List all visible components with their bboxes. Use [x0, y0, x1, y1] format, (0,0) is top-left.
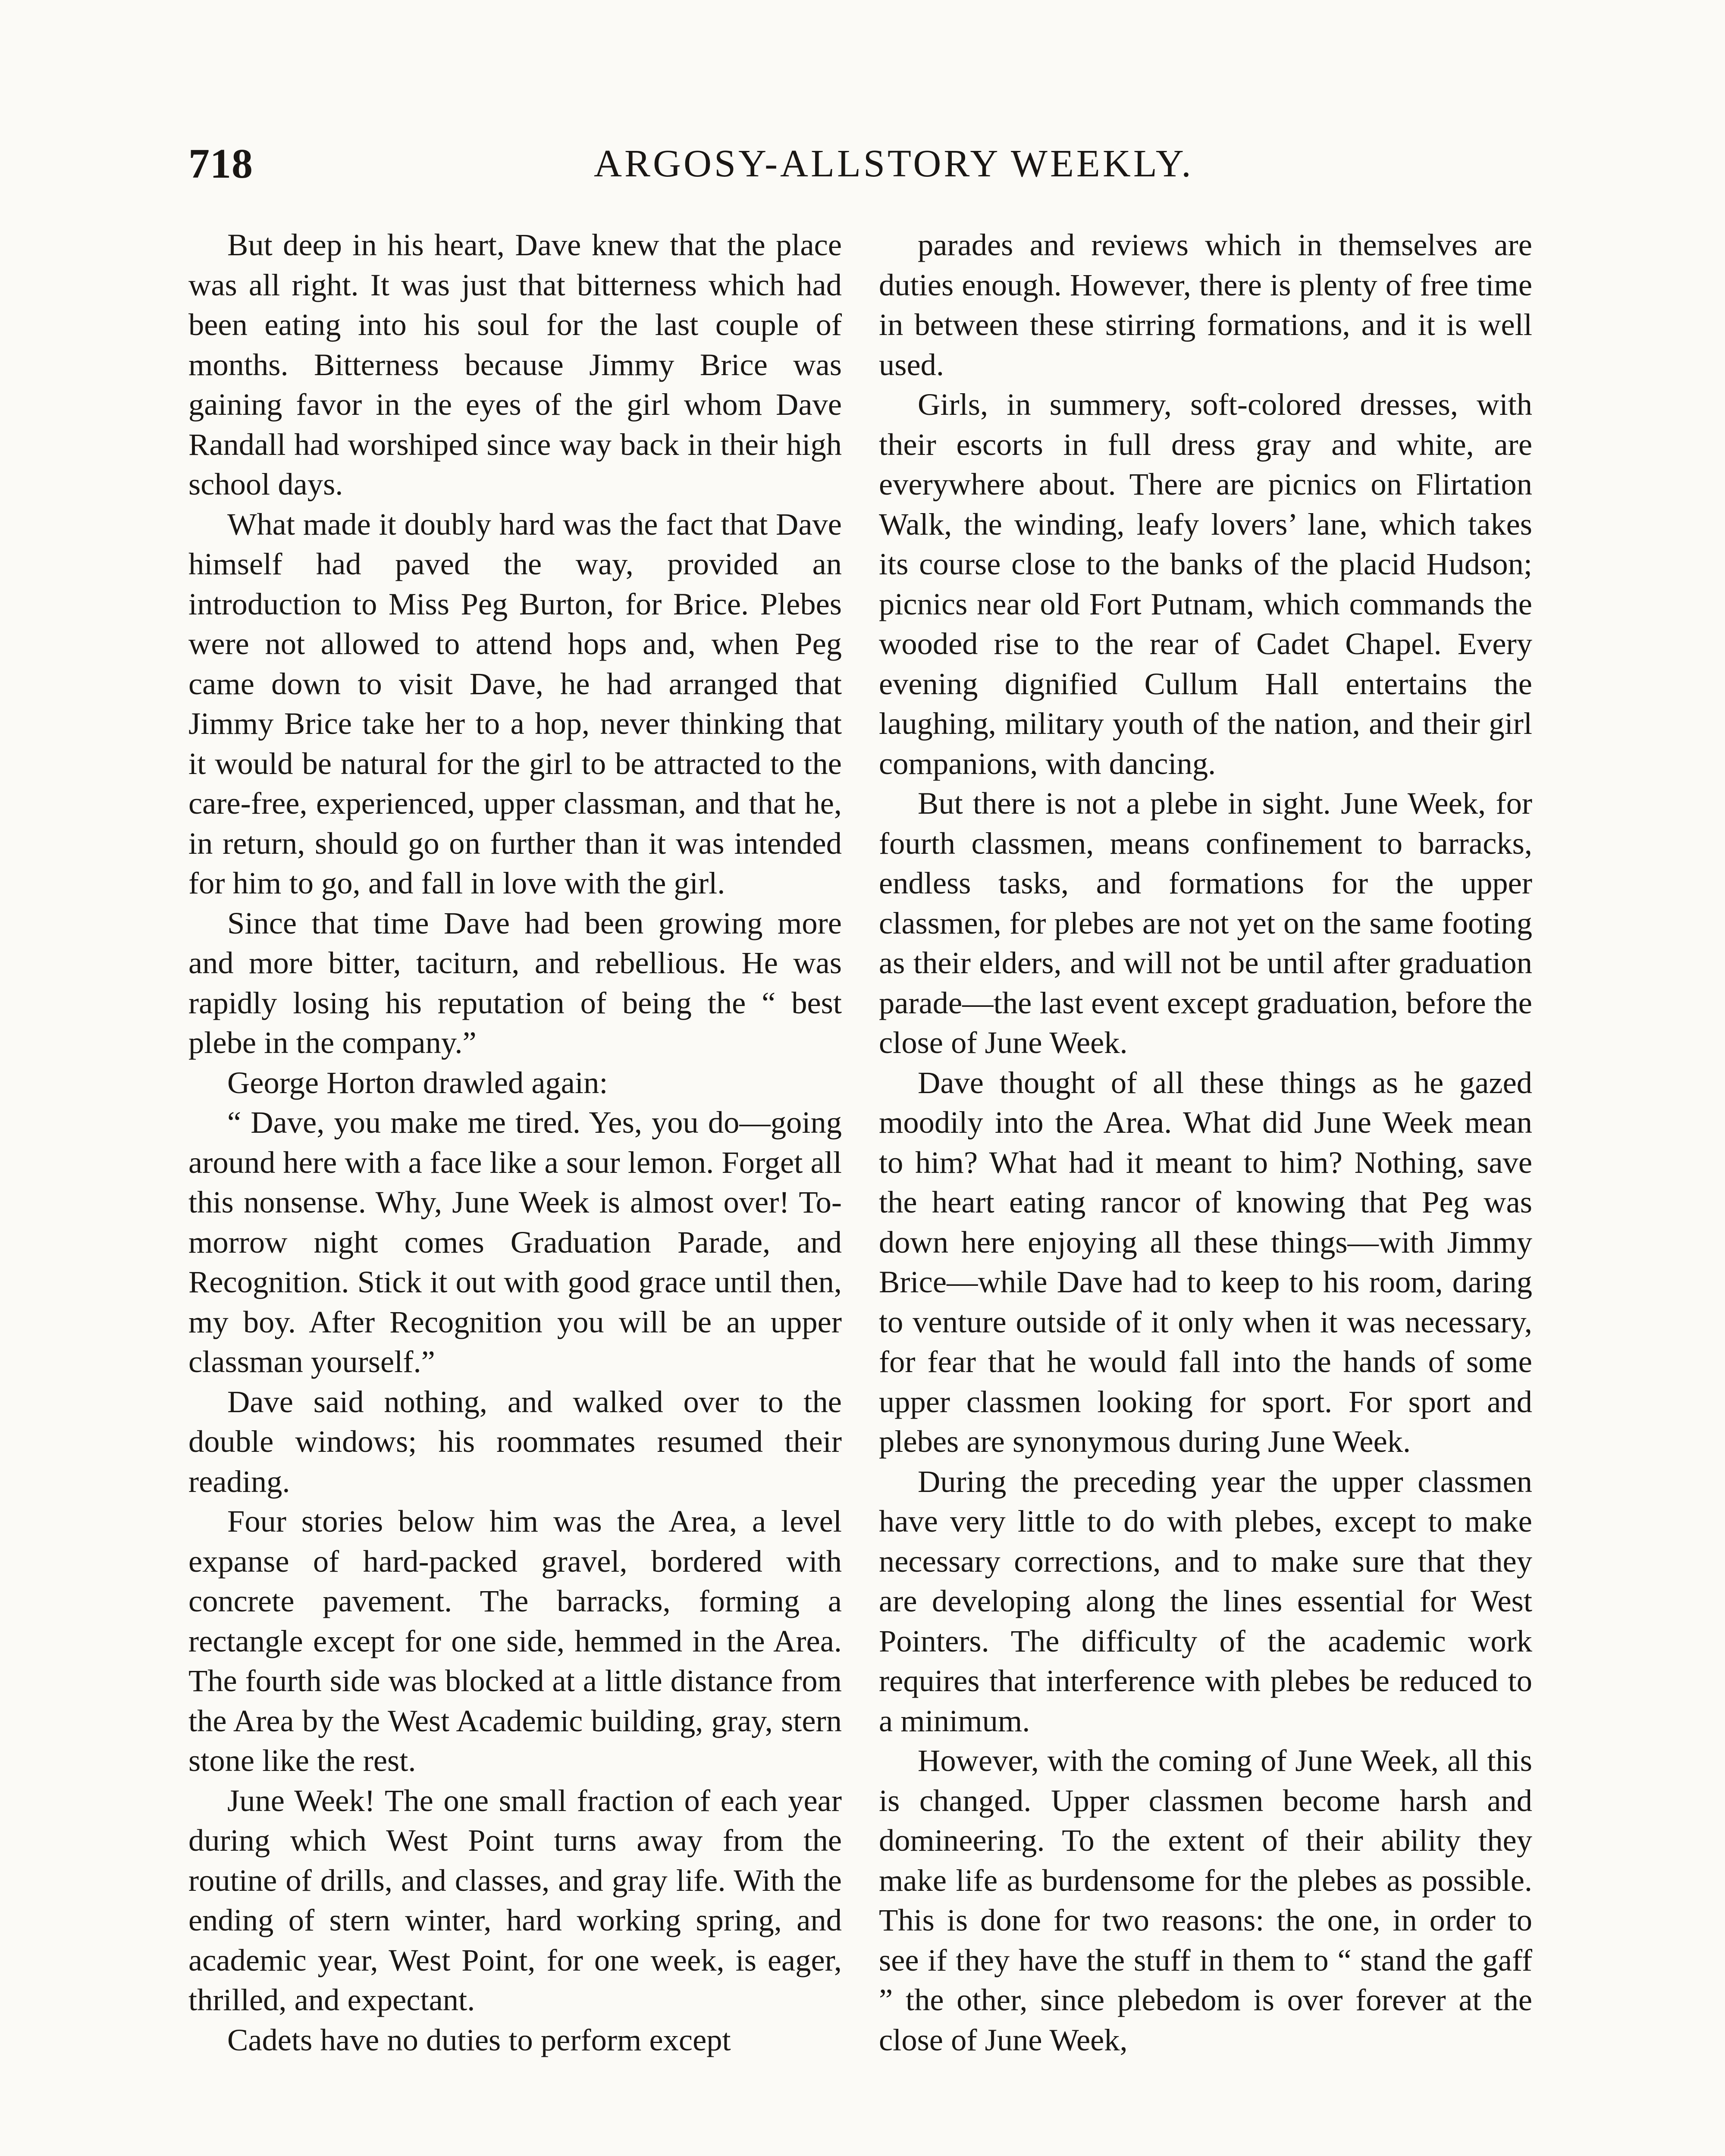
paragraph: Dave thought of all these things as he gazed moodily into the Area. What did June Week mean to him? What had it meant to him? Nothing, save the heart eating rancor of knowing that Peg was down here enjoying all these things—with Jimmy Brice—while Dave had to keep to his room, daring to venture outside of it only when it was necessary, for fear that he would fall into the hands of some upper classmen looking for sport. For sport and plebes are synonymous during June Week.	[879, 1065, 1532, 1459]
right-text-column	[879, 225, 1532, 2060]
paragraph: parades and reviews which in themselves are duties enough. However, there is plenty of free time in between these stirring formations, and it is well used.	[879, 227, 1532, 382]
paragraph: Girls, in summery, soft-colored dresses, with their escorts in full dress gray and white, are everywhere about. There are picnics on Flirtation Walk, the winding, leafy lovers’ lane, which takes its course close to the banks of the placid Hudson; picnics near old Fort Putnam, which commands the wooded rise to the rear of Cadet Chapel. Every evening dignified Cullum Hall entertains the laughing, military youth of the nation, and their girl companions, with dancing.	[879, 387, 1532, 781]
paragraph: What made it doubly hard was the fact that Dave himself had paved the way, provided an introduction to Miss Peg Burton, for Brice. Plebes were not allowed to attend hops and, when Peg came down to visit Dave, he had arranged that Jimmy Brice take her to a hop, never thinking that it would be natural for the girl to be attracted to the care-free, experienced, upper classman, and that he, in return, should go on further than it was intended for him to go, and fall in love with the girl.	[188, 506, 842, 900]
paragraph: Cadets have no duties to perform except	[227, 2022, 731, 2057]
paragraph: Since that time Dave had been growing more and more bitter, taciturn, and rebellious. He was rapidly losing his reputation of being the “ best plebe in the company.”	[188, 905, 842, 1060]
paragraph: June Week! The one small fraction of each year during which West Point turns away from the routine of drills, and classes, and gray life. With the ending of stern winter, hard working spring, and academic year, West Point, for one week, is eager, thrilled, and expectant.	[188, 1783, 842, 2017]
paragraph: During the preceding year the upper classmen have very little to do with plebes, except to make necessary corrections, and to make sure that they are developing along the lines essential for West Pointers. The difficulty of the academic work requires that interference with plebes be reduced to a minimum.	[879, 1463, 1532, 1738]
paragraph: But deep in his heart, Dave knew that the place was all right. It was just that bitterness which had been eating into his soul for the last couple of months. Bitterness because Jimmy Brice was gaining favor in the eyes of the girl whom Dave Randall had worshiped since way back in their high school days.	[188, 227, 842, 501]
page-header	[188, 138, 1547, 190]
paragraph: Four stories below him was the Area, a level expanse of hard-packed gravel, bordered with concrete pavement. The barracks, forming a rectangle except for one side, hemmed in the Area. The fourth side was blocked at a little distance from the Area by the West Academic building, gray, stern stone like the rest.	[188, 1504, 842, 1778]
page-number: 718	[188, 141, 253, 187]
paragraph: But there is not a plebe in sight. June Week, for fourth classmen, means confinement to barracks, endless tasks, and formations for the upper classmen, for plebes are not yet on the same footing as their elders, and will not be until after graduation parade—the last event except graduation, before the close of June Week.	[879, 786, 1532, 1060]
running-title: ARGOSY-ALLSTORY WEEKLY.	[594, 142, 1194, 185]
paragraph: George Horton drawled again:	[227, 1065, 608, 1100]
paragraph: However, with the coming of June Week, all this is changed. Upper classmen become harsh and domineering. To the extent of their ability they make life as burdensome for the plebes as possible. This is done for two reasons: the one, in order to see if they have the stuff in them to “ stand the gaff ” the other, since plebedom is over forever at the close of June Week,	[879, 1743, 1532, 2057]
paragraph: “ Dave, you make me tired. Yes, you do—going around here with a face like a sour lemon. Forget all this nonsense. Why, June Week is almost over! To-morrow night comes Graduation Parade, and Recognition. Stick it out with good grace until then, my boy. After Recognition you will be an upper classman yourself.”	[188, 1105, 842, 1379]
left-text-column	[188, 225, 842, 2060]
paragraph: Dave said nothing, and walked over to the double windows; his roommates resumed their reading.	[188, 1384, 842, 1499]
